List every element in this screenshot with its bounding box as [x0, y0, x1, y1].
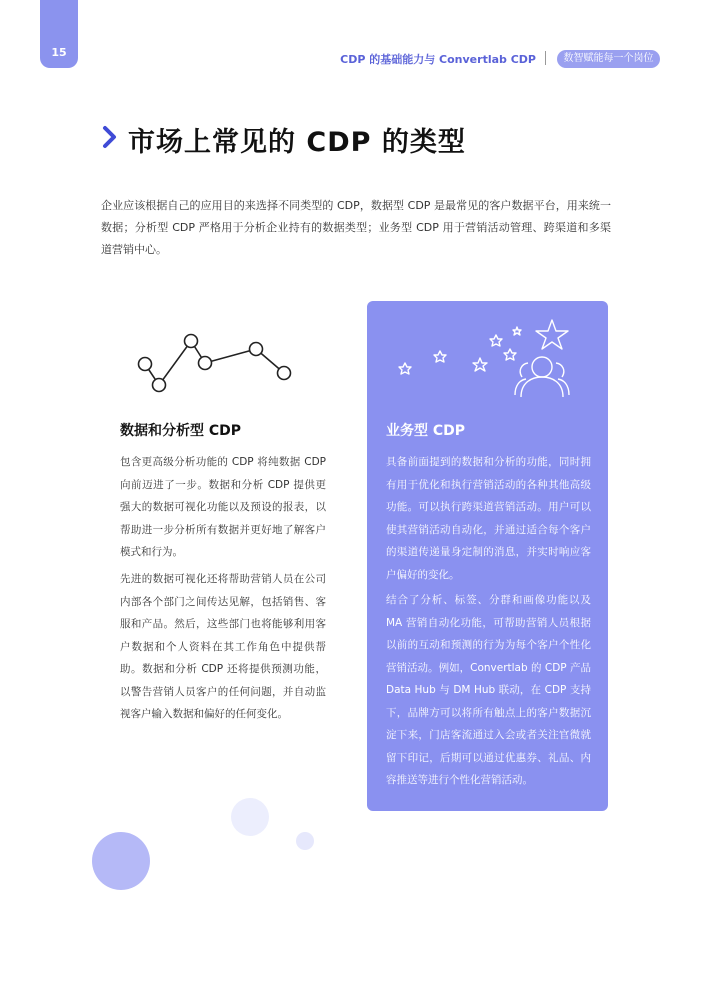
- stars-people-icon: [390, 315, 590, 405]
- tagline-badge: 数智赋能每一个岗位: [557, 50, 660, 68]
- business-cdp-paragraph-2: 结合了分析、标签、分群和画像功能以及 MA 营销自动化功能，可帮助营销人员根据以前的互动和预测的行为为每个客户个性化营销活动。例如，Convertlab 的 CDP 产品 Data Hub 与 DM Hub 联动，在 CDP 支持下，品牌方可以将所有触点上的客户数据沉淀下来，门店客流通过入会或者关注官微就留下印记，后期可以通过优惠券、礼品、内容推送等进行个性化营销活动。: [386, 594, 591, 786]
- line-chart-nodes-icon: [135, 330, 295, 400]
- business-cdp-title: 业务型 CDP: [386, 423, 466, 439]
- section-title: CDP 的基础能力与 Convertlab CDP: [340, 53, 536, 66]
- intro-paragraph: 企业应该根据自己的应用目的来选择不同类型的 CDP，数据型 CDP 是最常见的客户数据平台，用来统一数据；分析型 CDP 严格用于分析企业持有的数据类型；业务型 CDP 用于营销活动管理、跨渠道和多渠道营销中心。: [101, 199, 611, 256]
- analytics-cdp-paragraph-2: 先进的数据可视化还将帮助营销人员在公司内部各个部门之间传达见解，包括销售、客服和产品。然后，这些部门也将能够利用客户数据和个人资料在其工作角色中提供帮助。数据和分析 CDP 还将提供预测功能，以警告营销人员客户的任何问题，并自动监视客户输入数据和偏好的任何变化。: [120, 573, 326, 720]
- page-title: 市场上常见的 CDP 的类型: [128, 127, 466, 158]
- decor-circle-medium: [231, 798, 269, 836]
- business-cdp-paragraph-1: 具备前面提到的数据和分析的功能，同时拥有用于优化和执行营销活动的各种其他高级功能。可以执行跨渠道营销活动。用户可以使其营销活动自动化，并通过适合每个客户的渠道传递量身定制的消息，并实时响应客户偏好的变化。: [386, 456, 591, 581]
- decor-circle-small: [296, 832, 314, 850]
- analytics-cdp-paragraph-1: 包含更高级分析功能的 CDP 将纯数据 CDP 向前迈进了一步。数据和分析 CDP 提供更强大的数据可视化功能以及预设的报表，以帮助进一步分析所有数据并更好地了解客户模式和行为。: [120, 456, 326, 558]
- page-number: 15: [51, 46, 67, 59]
- header-divider: [545, 51, 546, 65]
- analytics-cdp-title: 数据和分析型 CDP: [120, 423, 242, 439]
- decor-circle-large: [92, 832, 150, 890]
- chevron-right-icon: [101, 125, 119, 149]
